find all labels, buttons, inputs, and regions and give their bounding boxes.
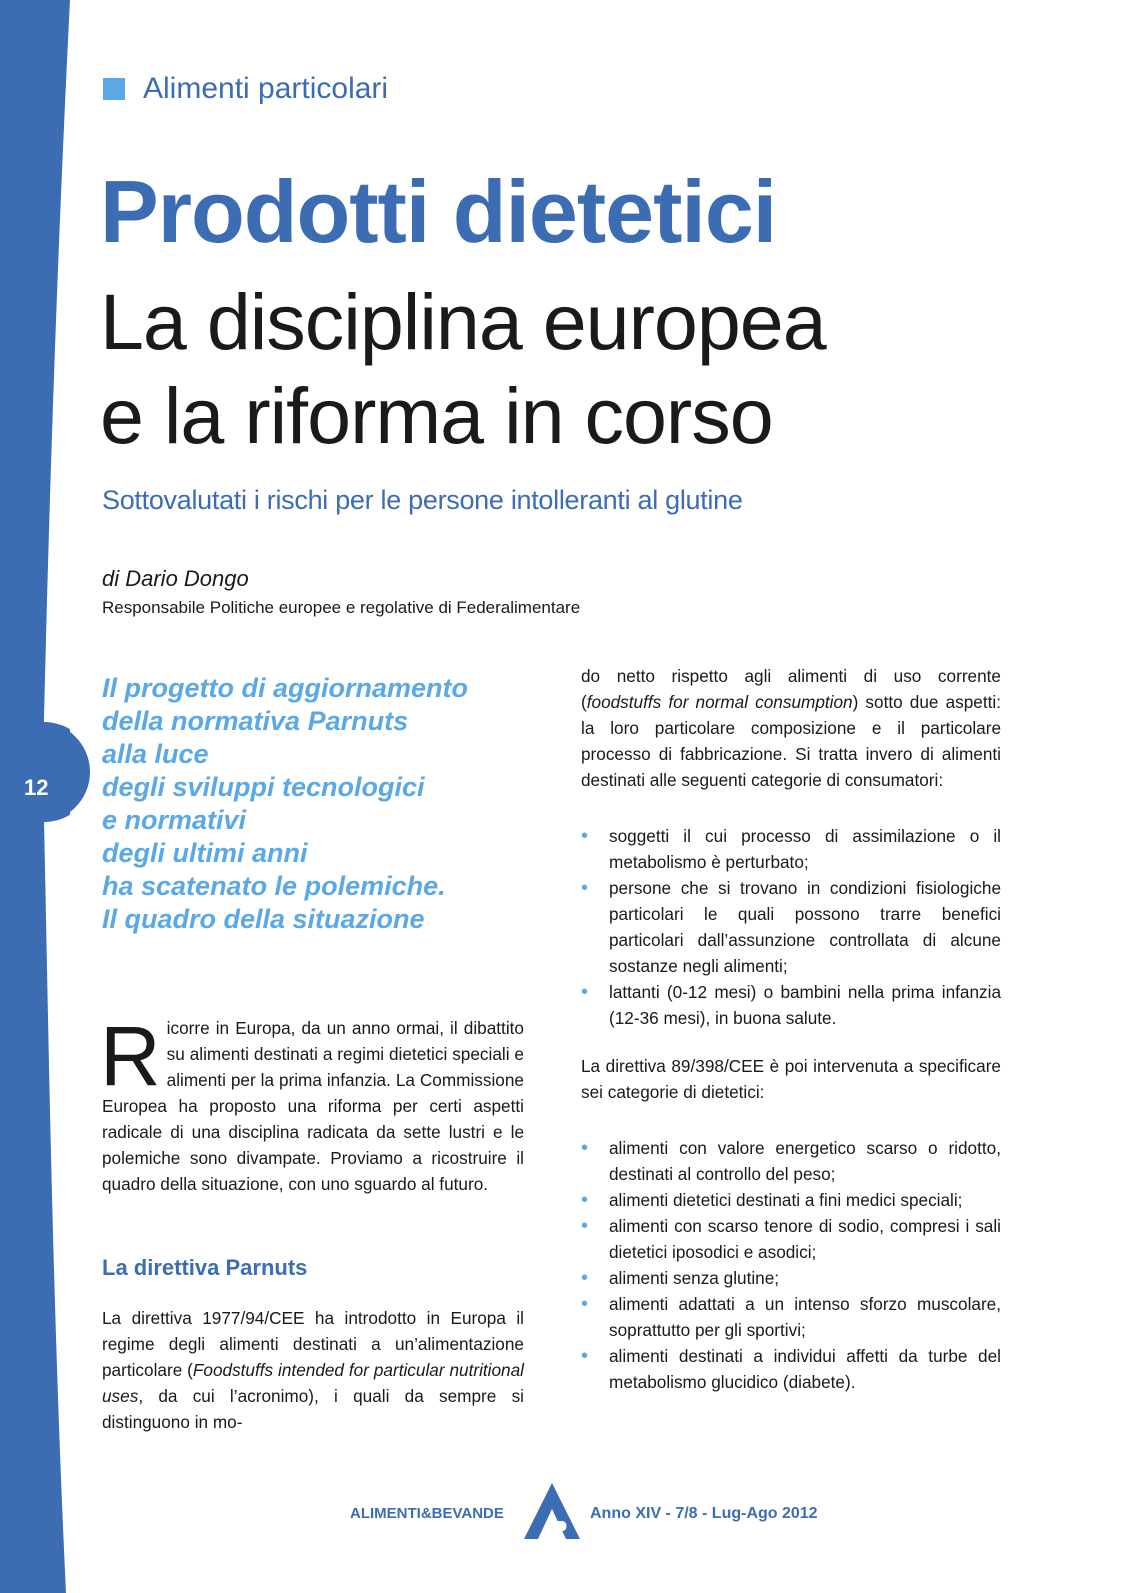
list-item: • alimenti con scarso tenore di sodio, compresi i sali dietetici iposodici e asodici; [581,1213,1001,1265]
paragraph-text: ) sotto due aspetti: la loro particolare composizione e il particolare processo di fabbricazione. Si tratta invero di alimenti destinati alle seguenti categorie di consumatori: [581,692,1001,790]
consumer-categories-list [581,823,1001,1031]
article-title: Prodotti dietetici [100,162,777,261]
footer-magazine-name: ALIMENTI&BEVANDE [350,1505,504,1522]
pull-quote-line: alla luce [102,739,209,769]
right-paragraph-2: La direttiva 89/398/CEE è poi intervenuta a specificare sei categorie di dietetici: [581,1056,1001,1102]
list-item: • persone che si trovano in condizioni fisiologiche particolari le quali possono trarre benefici particolari dall’assunzione controllata di alcune sostanze negli alimenti; [581,875,1001,979]
article-subtitle-heading [100,275,826,463]
diet-categories-list [581,1135,1001,1395]
list-item: • alimenti con valore energetico scarso o ridotto, destinati al controllo del peso; [581,1135,1001,1187]
pull-quote [102,672,468,936]
section-label: Alimenti particolari [143,72,389,105]
parnuts-paragraph [102,1305,524,1435]
page-number: 12 [24,775,49,800]
page-footer [0,1495,1121,1555]
pull-quote-line: e normativi [102,805,247,835]
article-tagline: Sottovalutati i rischi per le persone intolleranti al glutine [102,485,743,515]
intro-paragraph [100,1009,524,1197]
right-paragraph-1 [581,663,1001,793]
pull-quote-line: ha scatenato le polemiche. [102,871,446,901]
pull-quote-line: della normativa Parnuts [102,706,409,736]
list-item: • alimenti adattati a un intenso sforzo muscolare, soprattutto per gli sportivi; [581,1291,1001,1343]
paragraph-text: La direttiva 1977/94/CEE ha introdotto in Europa il regime degli alimenti destinati a un’alimentazione particolare ( [102,1308,524,1380]
intro-text: icorre in Europa, da un anno ormai, il dibattito su alimenti destinati a regimi dietetici speciali e alimenti per la prima infanzia. La Commissione Europea ha proposto una riforma per certi aspetti radicale di una disciplina radicata da sette lustri e le polemiche sono divampate. Proviamo a ricostruire il quadro della situazione, con uno sguardo al futuro. [102,1018,524,1194]
section-square-icon [103,78,125,100]
pull-quote-line: degli sviluppi tecnologici [102,772,425,802]
footer-issue: Anno XIV - 7/8 - Lug-Ago 2012 [590,1505,818,1522]
list-item: • alimenti dietetici destinati a fini medici speciali; [581,1187,1001,1213]
paragraph-text: do netto rispetto agli alimenti di uso corrente ( [581,666,1001,712]
author-role: Responsabile Politiche europee e regolative di Federalimentare [102,598,581,617]
pull-quote-line: Il quadro della situazione [102,904,425,934]
list-item: • lattanti (0-12 mesi) o bambini nella prima infanzia (12-36 mesi), in buona salute. [581,979,1001,1031]
list-item: • alimenti senza glutine; [581,1265,1001,1291]
paragraph-text: , da cui l’acronimo), i quali da sempre si distinguono in mo- [102,1386,524,1432]
pull-quote-line: Il progetto di aggiornamento [102,673,468,703]
drop-cap: R [100,1009,161,1103]
title-sub-line2: e la riforma in corso [100,371,773,460]
paragraph-italic: foodstuffs for normal consumption [586,692,853,712]
paragraph-italic: Foodstuffs intended for particular nutritional uses [102,1360,524,1406]
magazine-logo-icon [522,1481,582,1546]
section-heading-parnuts: La direttiva Parnuts [102,1255,308,1280]
title-sub-line1: La disciplina europea [100,277,826,366]
author-name: di Dario Dongo [102,566,249,591]
pull-quote-line: degli ultimi anni [102,838,308,868]
list-item: • alimenti destinati a individui affetti da turbe del metabolismo glucidico (diabete). [581,1343,1001,1395]
right-column [581,663,1001,1395]
list-item: • soggetti il cui processo di assimilazione o il metabolismo è perturbato; [581,823,1001,875]
section-header [103,72,388,106]
